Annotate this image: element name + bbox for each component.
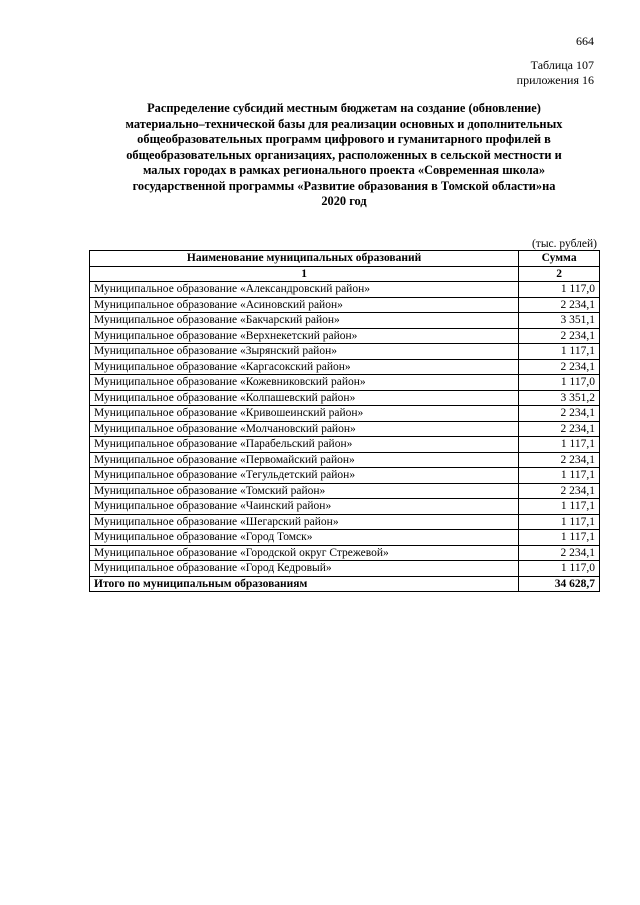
subsidy-amount: 1 117,1	[519, 514, 600, 530]
table-row	[90, 421, 600, 437]
municipality-name: Муниципальное образование «Колпашевский район»	[90, 390, 519, 406]
subsidy-amount: 1 117,1	[519, 468, 600, 484]
table-row	[90, 514, 600, 530]
title-line: государственной программы «Развитие образования в Томской области»на	[132, 178, 556, 193]
table-reference	[517, 58, 594, 88]
municipality-name: Муниципальное образование «Верхнекетский район»	[90, 328, 519, 344]
municipality-name: Муниципальное образование «Зырянский район»	[90, 344, 519, 360]
table-row	[90, 452, 600, 468]
title-line: 2020 год	[321, 194, 367, 208]
subsidy-amount: 2 234,1	[519, 421, 600, 437]
municipality-name: Муниципальное образование «Первомайский район»	[90, 452, 519, 468]
municipality-name: Муниципальное образование «Александровский район»	[90, 282, 519, 298]
title-line: Распределение субсидий местным бюджетам на создание (обновление)	[147, 101, 541, 115]
column-number-row	[90, 266, 600, 282]
total-sum: 34 628,7	[519, 576, 600, 592]
subsidy-amount: 1 117,1	[519, 344, 600, 360]
table-row	[90, 390, 600, 406]
table-row	[90, 406, 600, 422]
table-body	[90, 282, 600, 577]
title-line: общеобразовательных организациях, расположенных в сельской местности и	[126, 147, 562, 162]
subsidy-amount: 1 117,1	[519, 499, 600, 515]
municipality-name: Муниципальное образование «Кожевниковский район»	[90, 375, 519, 391]
table-row	[90, 499, 600, 515]
subsidy-amount: 2 234,1	[519, 406, 600, 422]
units-label: (тыс. рублей)	[531, 238, 597, 250]
subsidy-amount: 2 234,1	[519, 483, 600, 499]
subsidy-amount: 2 234,1	[519, 359, 600, 375]
municipality-name: Муниципальное образование «Город Кедровый»	[90, 561, 519, 577]
municipality-name: Муниципальное образование «Парабельский район»	[90, 437, 519, 453]
table-row	[90, 297, 600, 313]
subsidy-amount: 2 234,1	[519, 297, 600, 313]
table-row	[90, 483, 600, 499]
title-line: материально–технической базы для реализации основных и дополнительных	[125, 116, 563, 131]
table-row	[90, 328, 600, 344]
subsidy-amount: 2 234,1	[519, 328, 600, 344]
table-row	[90, 344, 600, 360]
municipality-name: Муниципальное образование «Шегарский район»	[90, 514, 519, 530]
subsidy-amount: 2 234,1	[519, 545, 600, 561]
subsidy-amount: 1 117,0	[519, 375, 600, 391]
table-row	[90, 561, 600, 577]
header-municipality: Наименование муниципальных образований	[90, 251, 519, 267]
subsidy-amount: 2 234,1	[519, 452, 600, 468]
subsidy-amount: 3 351,1	[519, 313, 600, 329]
title-line: общеобразовательных программ цифрового и гуманитарного профилей в	[137, 132, 551, 146]
document-title	[88, 101, 600, 210]
municipality-name: Муниципальное образование «Молчановский район»	[90, 421, 519, 437]
municipality-name: Муниципальное образование «Городской округ Стрежевой»	[90, 545, 519, 561]
total-row	[90, 576, 600, 592]
subsidy-amount: 1 117,1	[519, 437, 600, 453]
table-header-row	[90, 251, 600, 267]
column-number-2: 2	[519, 266, 600, 282]
column-number-1: 1	[90, 266, 519, 282]
subsidy-distribution-table	[89, 250, 600, 592]
table-row	[90, 530, 600, 546]
table-row	[90, 545, 600, 561]
table-row	[90, 313, 600, 329]
table-row	[90, 437, 600, 453]
table-row	[90, 375, 600, 391]
subsidy-amount: 3 351,2	[519, 390, 600, 406]
municipality-name: Муниципальное образование «Асиновский район»	[90, 297, 519, 313]
header-sum: Сумма	[519, 251, 600, 267]
municipality-name: Муниципальное образование «Чаинский район»	[90, 499, 519, 515]
table-row	[90, 468, 600, 484]
title-line: малых городах в рамках регионального проекта «Современная школа»	[142, 163, 546, 177]
table-row	[90, 282, 600, 298]
subsidy-amount: 1 117,0	[519, 561, 600, 577]
subsidy-amount: 1 117,0	[519, 282, 600, 298]
municipality-name: Муниципальное образование «Томский район»	[90, 483, 519, 499]
subsidy-amount: 1 117,1	[519, 530, 600, 546]
page-number: 664	[576, 34, 594, 48]
municipality-name: Муниципальное образование «Город Томск»	[90, 530, 519, 546]
table-reference-line1: Таблица 107	[530, 58, 594, 72]
municipality-name: Муниципальное образование «Бакчарский район»	[90, 313, 519, 329]
table-row	[90, 359, 600, 375]
municipality-name: Муниципальное образование «Каргасокский район»	[90, 359, 519, 375]
total-label: Итого по муниципальным образованиям	[90, 576, 519, 592]
table-reference-line2: приложения 16	[516, 73, 594, 87]
municipality-name: Муниципальное образование «Тегульдетский район»	[90, 468, 519, 484]
municipality-name: Муниципальное образование «Кривошеинский район»	[90, 406, 519, 422]
